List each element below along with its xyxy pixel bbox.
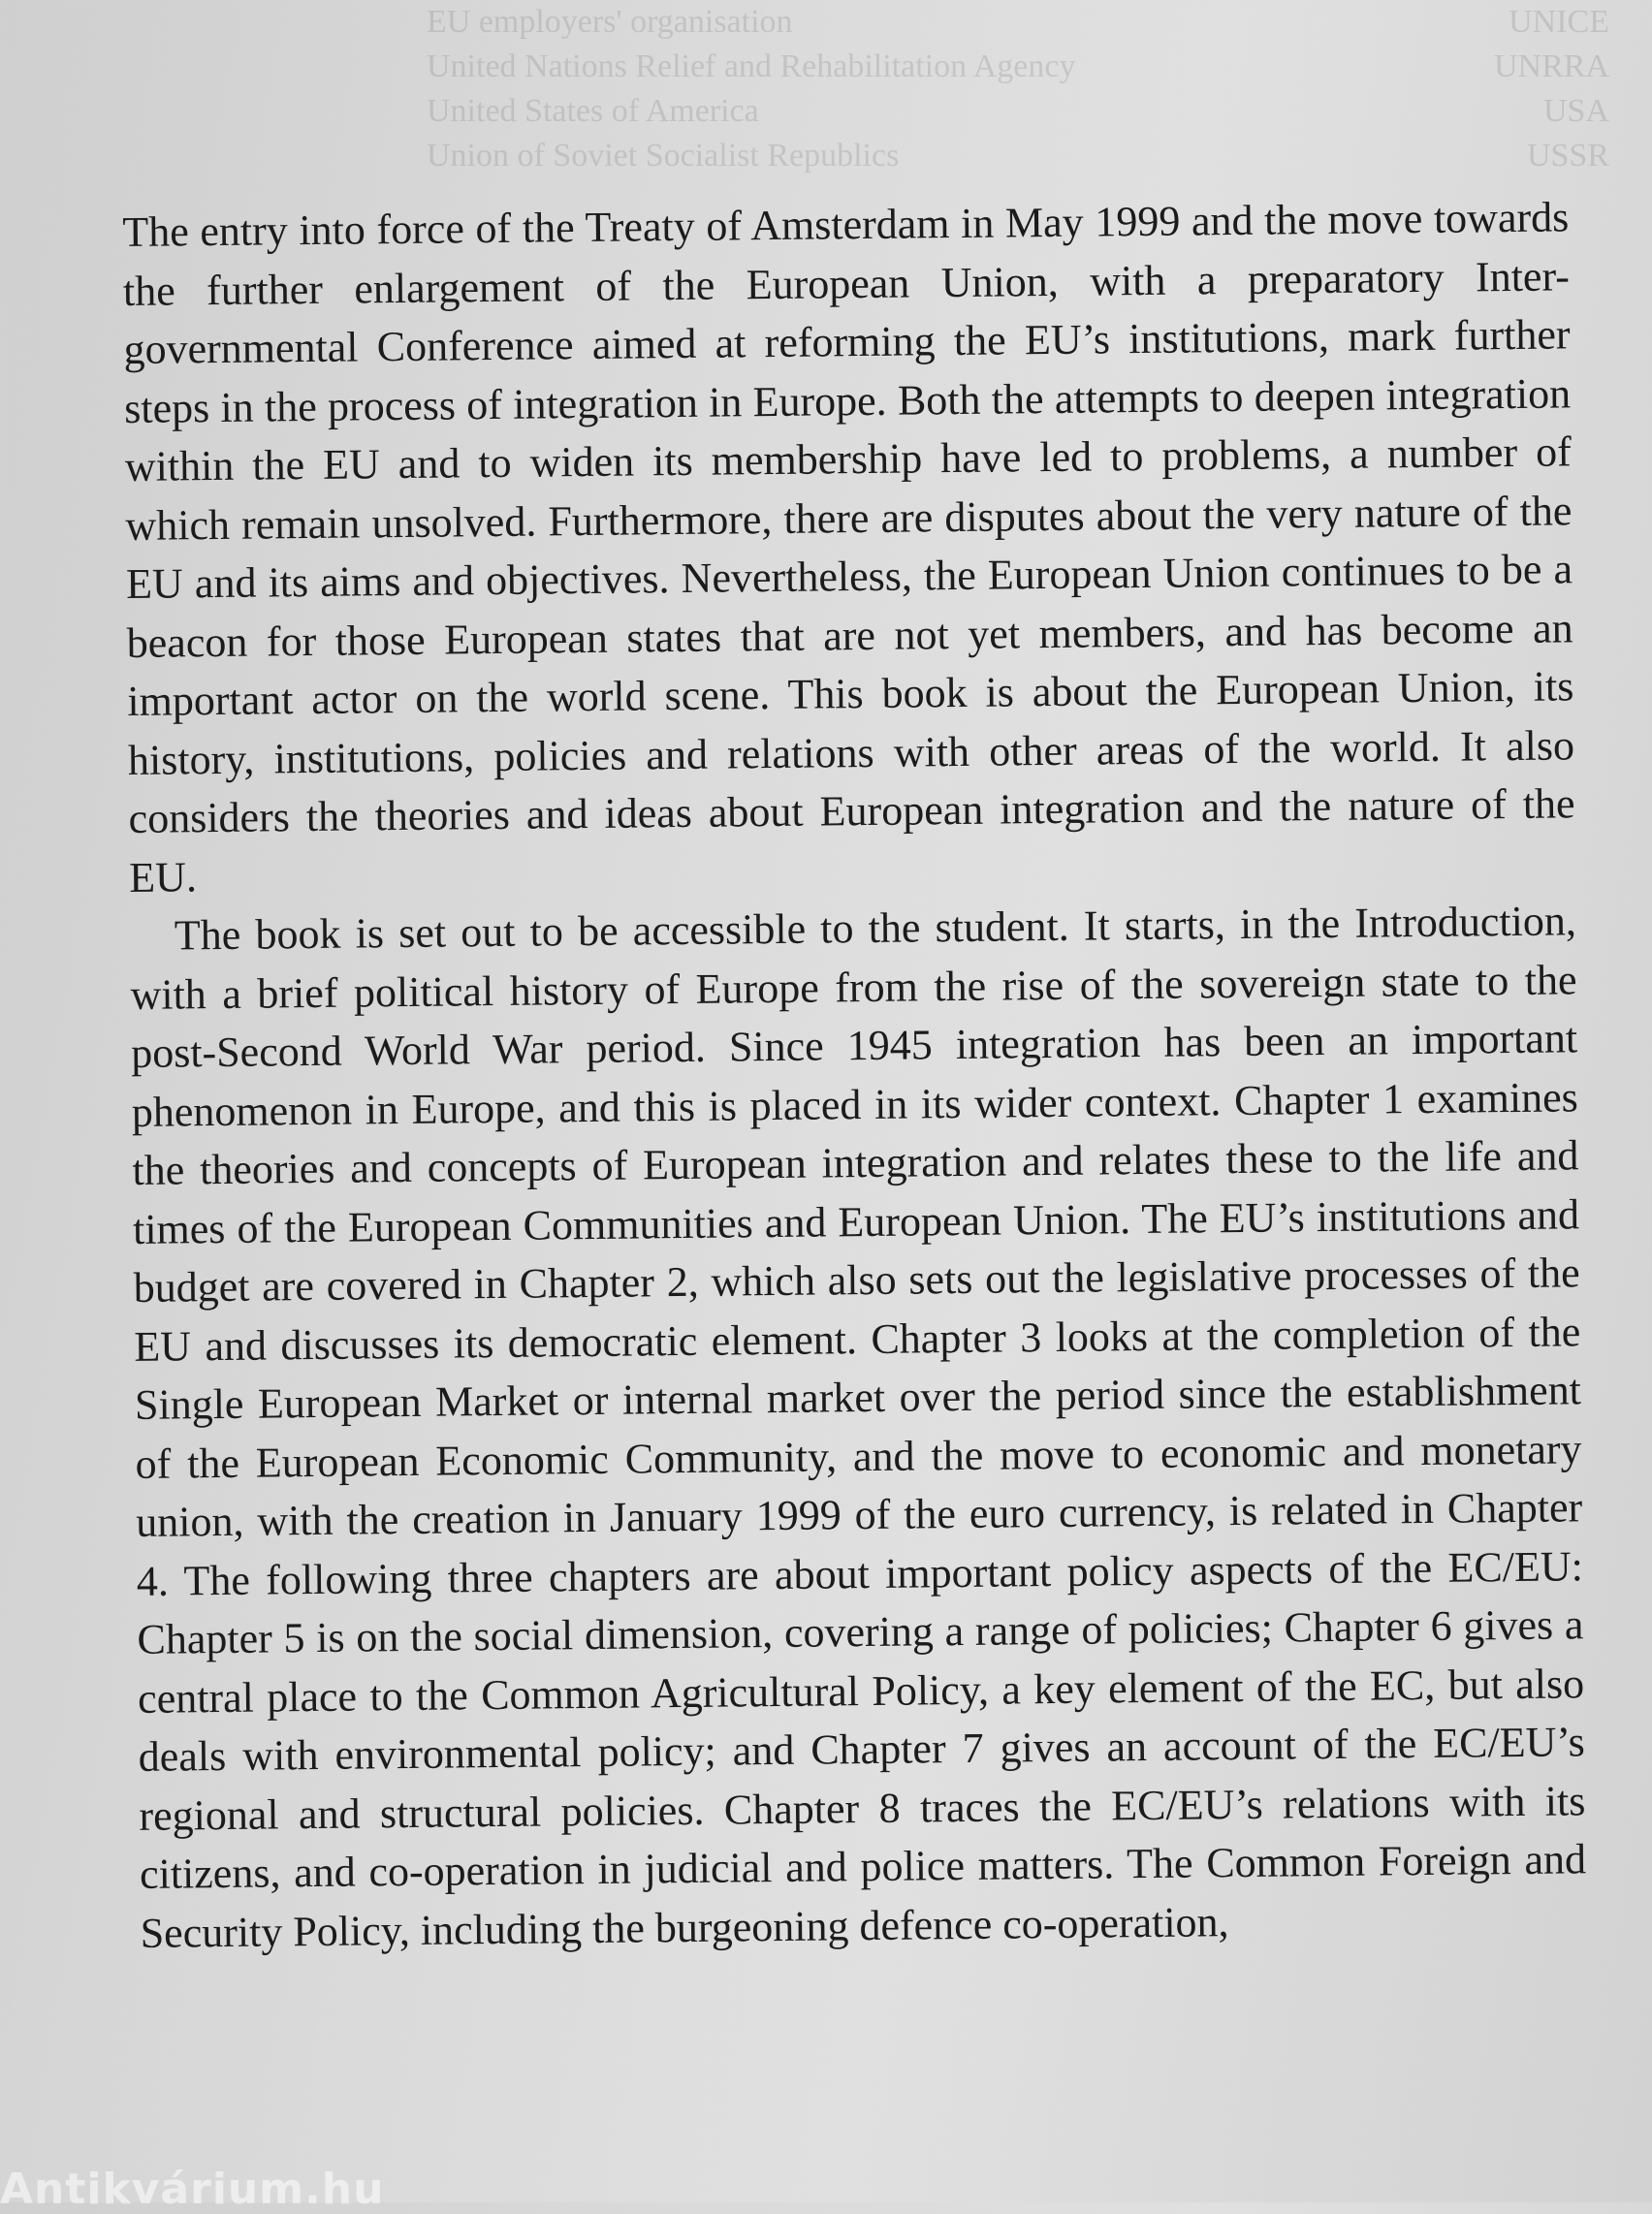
ghost-abbr: UNICE <box>1509 4 1609 40</box>
ghost-desc: EU employers' organisation <box>427 4 793 40</box>
ghost-row <box>58 0 1648 45</box>
watermark: Antikvárium.hu <box>0 2165 385 2214</box>
ghost-desc: Union of Soviet Socialist Republics <box>427 138 900 174</box>
ghost-row <box>58 45 1648 89</box>
ghost-abbr: USA <box>1542 93 1609 129</box>
ghost-desc: United States of America <box>427 93 759 129</box>
ghost-row <box>58 89 1648 134</box>
paragraph-intro: The entry into force of the Treaty of Amsterdam in May 1999 and the move towards the further enlargement of the European Union, with a preparatory Inter-governmental Conference aimed at reforming the EU’s institutions, mark further steps in the process of integration in Europe. Both the attempts to deepen integration within the EU and to widen its membership have led to problems, a number of which remain unsolved. Furthermore, there are disputes about the very nature of the EU and its aims and objectives. Nevertheless, the European Union continues to be a beacon for those European states that are not yet members, and has become an important actor on the world scene. This book is about the European Union, its history, institutions, policies and relations with other areas of the world. It also considers the theories and ideas about European integration and the nature of the EU. <box>122 193 1575 901</box>
ghost-abbr: USSR <box>1526 138 1609 174</box>
ghost-abbr: UNRRA <box>1493 48 1609 84</box>
bleed-through-abbreviation-list <box>58 0 1648 194</box>
ghost-desc: United Nations Relief and Rehabilitation Agency <box>427 48 1076 84</box>
ghost-row <box>58 134 1648 178</box>
paragraph-book-outline: The book is set out to be accessible to the student. It starts, in the Introduction, with a brief political history of Europe from the rise of the sovereign state to the post-Second World War period. Since 1945 integration has been an important phenomenon in Europe, and this is placed in its wider context. Chapter 1 examines the theories and concepts of European integration and relates these to the life and times of the European Communities and European Union. The EU’s institutions and budget are covered in Chapter 2, which also sets out the legislative processes of the EU and discusses its democratic element. Chapter 3 looks at the completion of the Single European Market or internal market over the period since the establishment of the European Economic Community, and the move to economic and monetary union, with the creation in January 1999 of the euro currency, is related in Chapter 4. The following three chapters are about important policy aspects of the EC/EU: Chapter 5 is on the social dimension, covering a range of policies; Chapter 6 gives a central place to the Common Agricultural Policy, a key element of the EC, but also deals with environmental policy; and Chapter 7 gives an account of the EC/EU’s regional and structural policies. Chapter 8 traces the EC/EU’s relations with its citizens, and co-operation in judicial and police matters. The Common Foreign and Security Policy, including the burgeoning defence co-operation, <box>130 897 1587 1957</box>
page-body-text <box>122 188 1587 1963</box>
